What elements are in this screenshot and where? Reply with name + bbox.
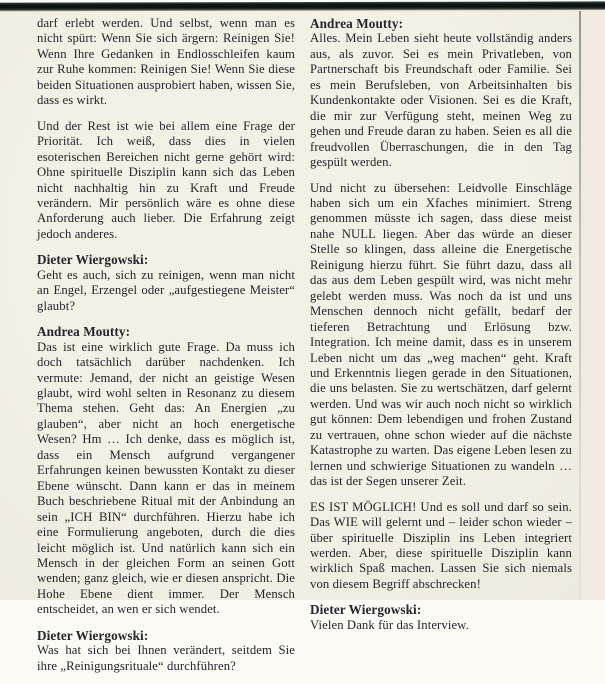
paragraph: Vielen Dank für das Interview. — [310, 617, 469, 632]
paragraph: Was hat sich bei Ihnen verändert, seitdem Sie ihre „Reinigungsrituale“ durchführen? — [37, 643, 295, 673]
speaker-name-heading: Andrea Moutty: — [310, 16, 404, 31]
paragraph: Und der Rest ist wie bei allem eine Frage der Priorität. Ich weiß, dass dies in vielen esoterischen Bereichen nicht gerne gehört wird: Ohne spirituelle Disziplin kann sich das Leben nicht nachhaltig hin zu Kraft und Freude verändern. Mir persönlich wäre es ohne diese Anforderung auch lieber. Die Erfahrung zeigt jedoch anderes. — [37, 118, 295, 241]
speaker-name-heading: Dieter Wiergowski: — [37, 627, 149, 643]
paragraph: Und nicht zu übersehen: Leidvolle Einschläge haben sich um ein Xfaches minimiert. Streng genommen müsste ich sagen, dass diese meist nahe NULL liegen. Aber das würde an dieser Stelle so klingen, dass alleine die Energetische Reinigung hierzu führt. Sie führt dazu, dass all das aus dem Leben gespült wird, was nicht mehr gelebt werden muss. Was noch da ist und uns Menschen dennoch nicht gefällt, bedarf der tieferen Betrachtung und Erlösung bzw. Integration. Ich meine damit, dass es in unserem Leben nicht um das „weg machen“ geht. Kraft und Erkenntnis liegen gerade in den Situationen, die uns belasten. Sie zu wertschätzen, darf gelernt werden. Und was wir auch noch nicht so wirklich gut können: Dem lebendigen und frohen Zustand zu vertrauen, ohne schon wieder auf die nächste Katastrophe zu warten. Das eigene Leben lesen zu lernen und schwierige Situationen zu wandeln … das ist der Segen unserer Zeit. — [310, 180, 572, 489]
speaker-name-heading: Dieter Wiergowski: — [310, 602, 422, 618]
paragraph: Geht es auch, sich zu reinigen, wenn man nicht an Engel, Erzengel oder „aufgestiegene Meister“ glaubt? — [37, 267, 295, 313]
left-column — [37, 16, 295, 684]
paragraph: ES IST MÖGLICH! Und es soll und darf so sein. Das WIE will gelernt und – leider schon wieder – über spirituelle Disziplin ins Leben integriert werden. Aber, diese spirituelle Disziplin kann wirklich Spaß machen. Lassen Sie sich niemals von diesem Begriff abschrecken! — [310, 499, 572, 591]
speaker-name-heading: Andrea Moutty: — [37, 324, 131, 340]
paragraph: Alles. Mein Leben sieht heute vollständig anders aus, als zuvor. Sei es mein Privatleben, von Partnerschaft bis Freundschaft oder Familie. Sei es mein Berufsleben, von Arbeitsinhalten bis Kundenkontakte oder Visionen. Sei es die Kraft, die mir zur Verfügung steht, meinen Weg zu gehen und Freude daran zu haben. Seien es all die freudvollen Überraschungen, die in den Tag gespült werden. — [310, 31, 572, 170]
right-column — [310, 16, 572, 684]
paragraph: Das ist eine wirklich gute Frage. Da muss ich doch tatsächlich darüber nachdenken. Ich vermute: Jemand, der nicht an geistige Wesen glaubt, wird wohl selten in Resonanz zu diesem Thema stehen. Geht das: An Energien „zu glauben“, aber nicht an hoch energetische Wesen? Hm … Ich denke, dass es möglich ist, dass ein Mensch aufgrund vergangener Erfahrungen keinen bewussten Kontakt zu dieser Ebene wünscht. Dann kann er das in meinem Buch beschriebene Ritual mit der Anbindung an sein „ICH BIN“ durchführen. Hierzu habe ich eine Formulierung angeboten, durch die dies leicht möglich ist. Und natürlich kann sich ein Mensch in der gleichen Form an seinen Gott wenden; ganz gleich, wie er diesen anspricht. Die Hohe Ebene dient immer. Der Mensch entscheidet, an wen er sich wendet. — [37, 339, 295, 617]
paragraph: darf erlebt werden. Und selbst, wenn man es nicht spürt: Wenn Sie sich ärgern: Reinigen Sie! Wenn Ihre Gedanken in Endlosschleifen kaum zur Ruhe kommen: Reinigen Sie! Wenn Sie diese beiden Situationen ausprobiert haben, wissen Sie, dass es wirkt. — [37, 16, 295, 108]
speaker-name-heading: Dieter Wiergowski: — [37, 252, 149, 268]
